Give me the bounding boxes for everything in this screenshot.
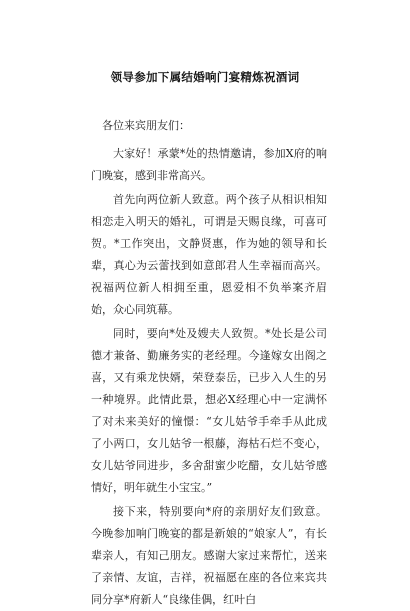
document-title: 领导参加下属结婚响门宴精炼祝酒词 — [110, 70, 300, 84]
salutation: 各位来宾朋友们： — [102, 119, 190, 132]
paragraph-1: 大家好！承蒙*处的热情邀请，参加X府的响门晚宴，感到非常高兴。 — [91, 147, 327, 182]
paragraph-2: 首先向两位新人致意。两个孩子从相识相知相恋走入明天的婚礼，可谓是天赐良缘，可喜可贺。*工作突出，文静贤惠，作为她的领导和长辈，真心为云蕾找到如意郎君人生幸福而高兴。祝福两位新人相拥至重，恩爱相不负举案齐眉始，众心同筑幕。 — [91, 193, 327, 316]
document-body — [91, 115, 327, 611]
paragraph-3: 同时，要向*处及嫂夫人致贺。*处长是公司德才兼备、勤廉务实的老经理。今逢嫁女出阁之喜，又有乘龙快婿，荣登泰岳，已步入人生的另一种境界。此情此景，想必X经理心中一定满怀了对未来美好的憧憬：“女儿姑爷手牵手从此成了小两口，女儿姑爷一根藤，海枯石烂不变心，女儿姑爷同进步，多舍甜蜜少吃醋，女儿姑爷感情好，明年就生小宝宝。” — [91, 327, 327, 494]
paragraph-4: 接下来，特别要向*府的亲朋好友们致意。今晚参加响门晚宴的都是新娘的“娘家人”，有长辈亲人，有知己朋友。感谢大家过来帮忙，送来了亲情、友谊，吉祥，祝福愿在座的各位来宾共同分享*府新人“良缘佳偶，红叶白 — [91, 505, 327, 606]
